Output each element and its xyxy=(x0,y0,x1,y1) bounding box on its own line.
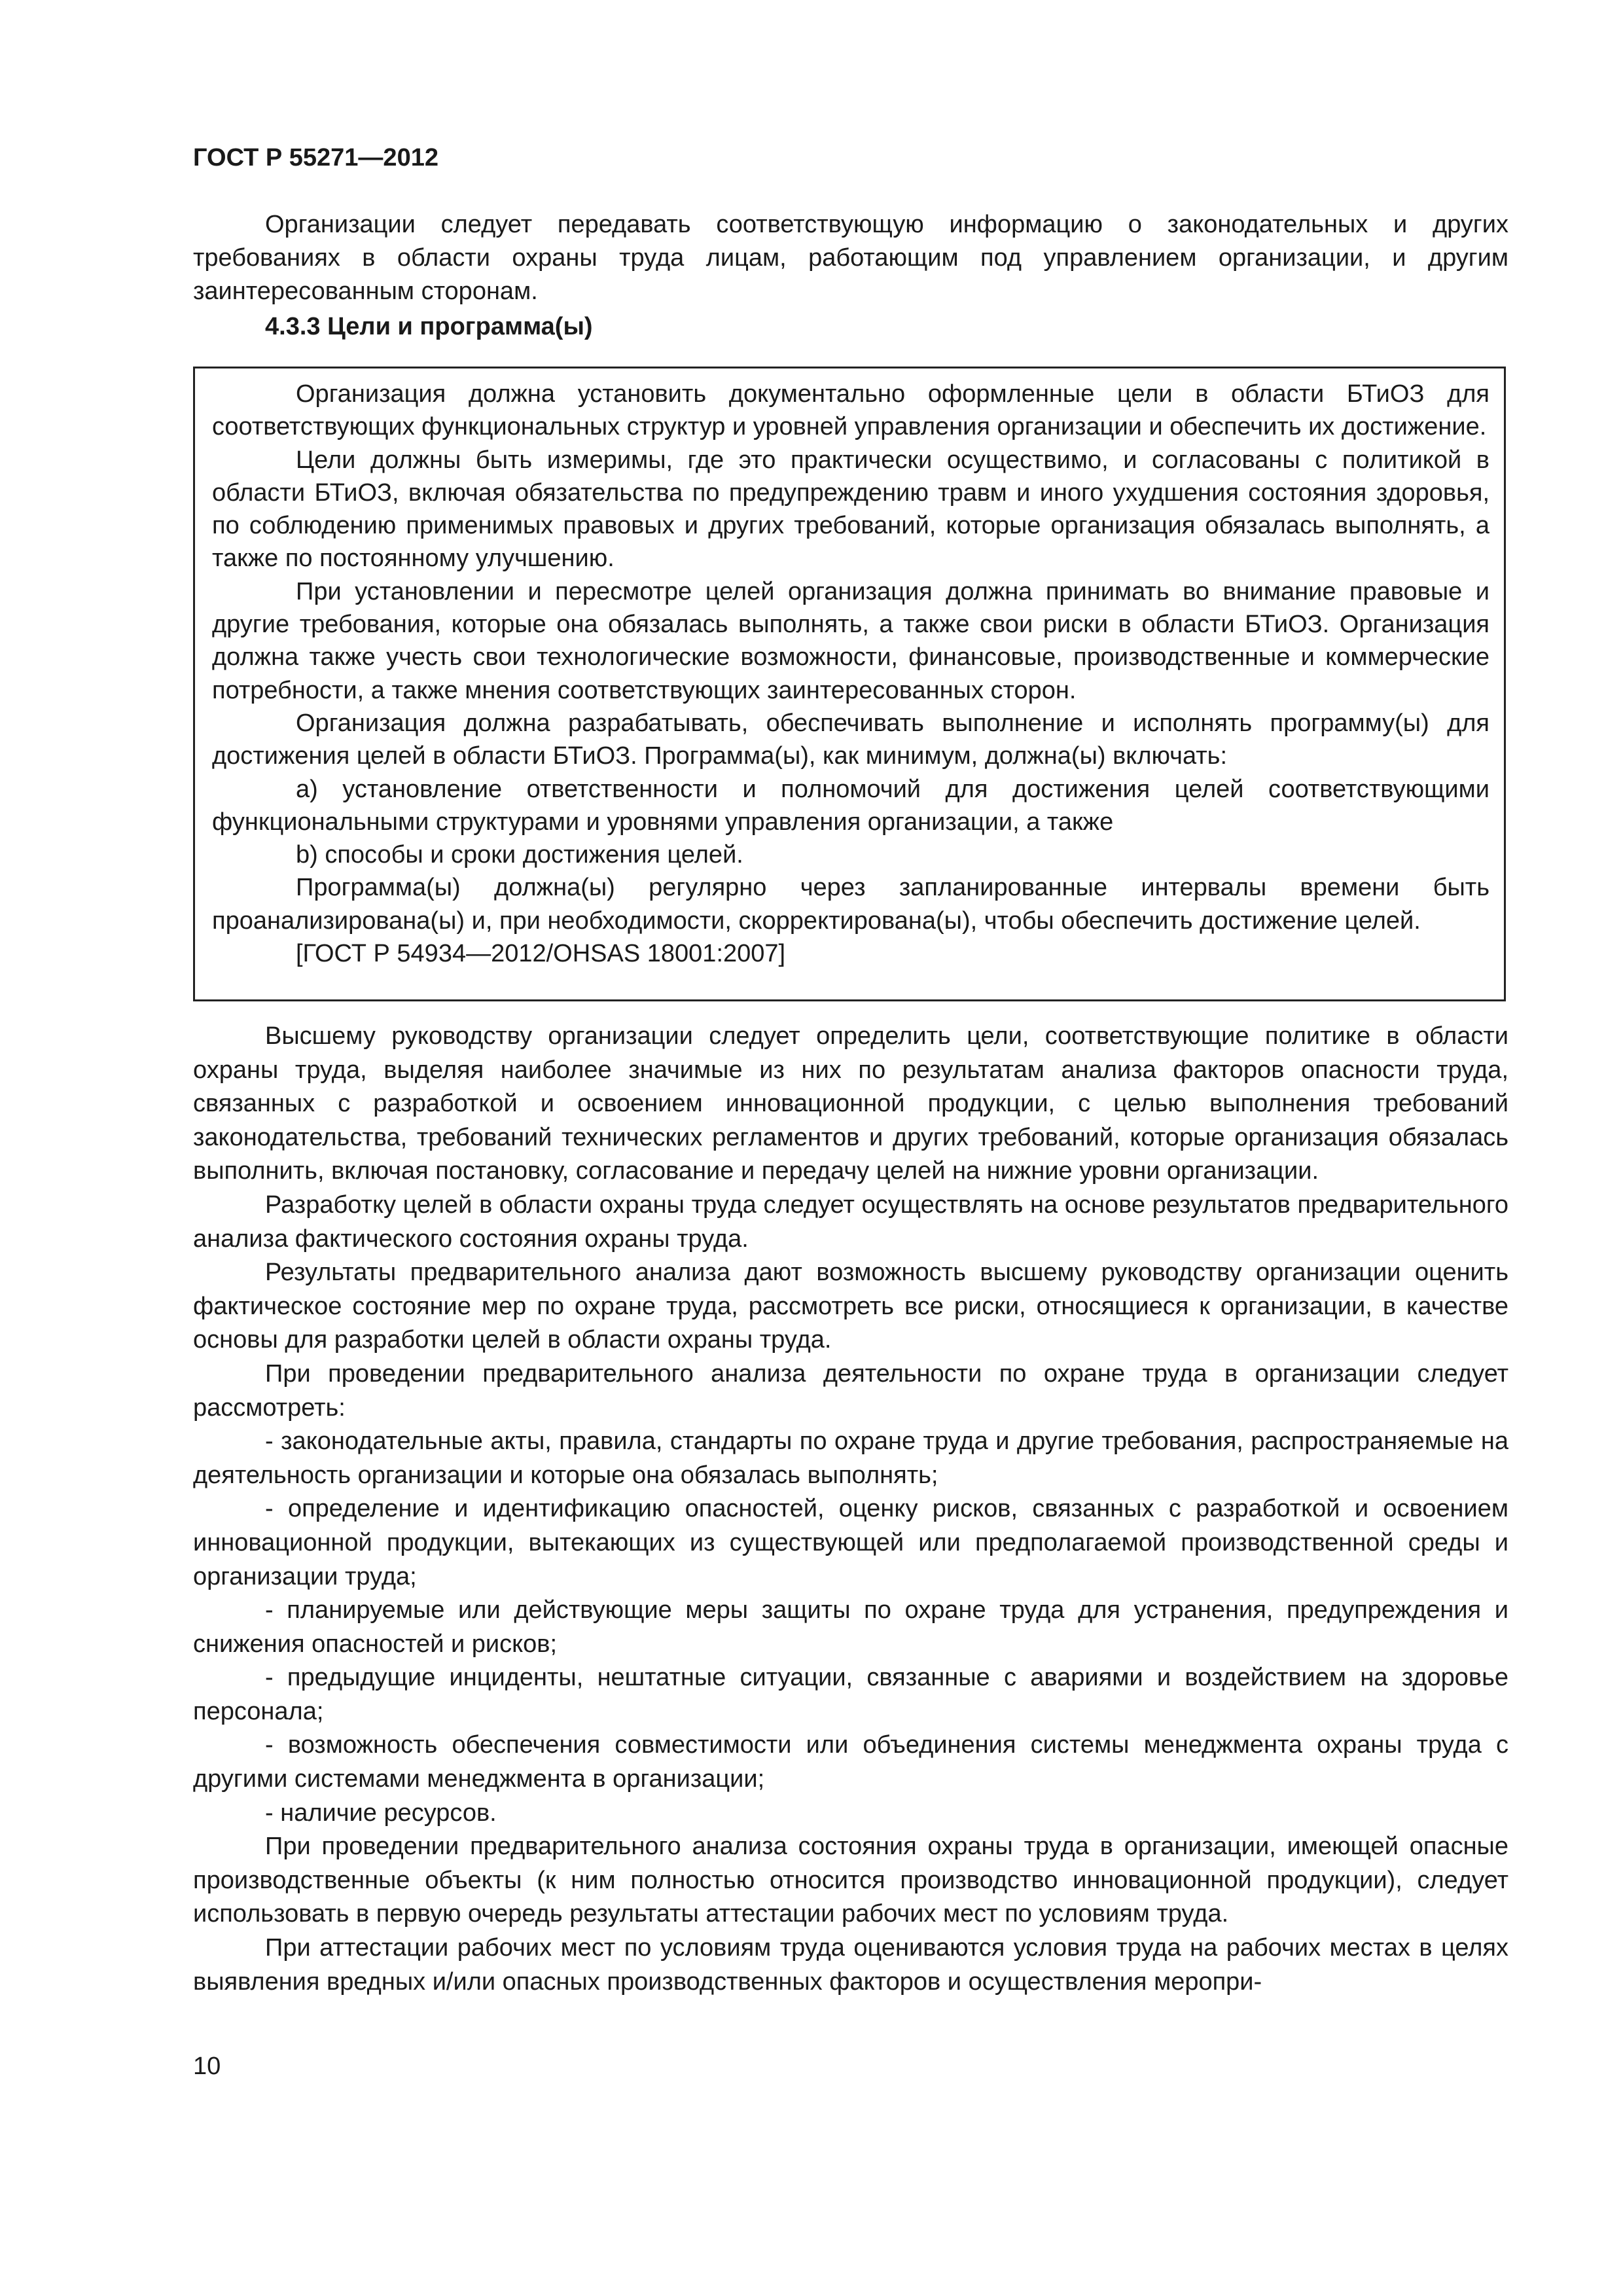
body-paragraph: Результаты предварительного анализа дают возможность высшему руководству организации оценить фактическое состояние мер по охране труда, рассмотреть все риски, относящиеся к организации, в качестве основы для разработки целей в области охраны труда. xyxy=(193,1259,1508,1354)
quoted-requirement-box xyxy=(193,367,1506,1001)
list-item: - планируемые или действующие меры защиты по охране труда для устранения, предупреждения и снижения опасностей и рисков; xyxy=(193,1596,1508,1658)
quote-paragraph: Цели должны быть измеримы, где это практически осуществимо, и согласованы с политикой в области БТиОЗ, включая обязательства по предупреждению травм и иного ухудшения состояния здоровья, по соблюдению применимых правовых и других требований, которые организация обязалась выполнять, а также по постоянному улучшению. xyxy=(212,446,1489,573)
quote-paragraph: Программа(ы) должна(ы) регулярно через запланированные интервалы времени быть проанализирована(ы) и, при необходимости, скорректирована(ы), чтобы обеспечить достижение целей. xyxy=(212,874,1489,935)
main-body xyxy=(193,1020,1508,1999)
body-paragraph: Высшему руководству организации следует определить цели, соответствующие политике в области охраны труда, выделяя наиболее значимые из них по результатам анализа факторов опасности труда, связанных с разработкой и освоением инновационной продукции, с целью выполнения требований законодательства, требований технических регламентов и других требований, которые организация обязалась выполнить, включая постановку, согласование и передачу целей на нижние уровни организации. xyxy=(193,1022,1508,1185)
quote-list-item: a) установление ответственности и полномочий для достижения целей соответствующими функциональными структурами и уровнями управления организации, а также xyxy=(212,775,1489,836)
body-paragraph: При проведении предварительного анализа деятельности по охране труда в организации следует рассмотреть: xyxy=(193,1359,1508,1422)
list-item: - законодательные акты, правила, стандарты по охране труда и другие требования, распространяемые на деятельность организации и которые она обязалась выполнять; xyxy=(193,1427,1508,1489)
document-code-header: ГОСТ Р 55271—2012 xyxy=(193,144,438,171)
page-number: 10 xyxy=(193,2053,221,2080)
quote-source-reference: [ГОСТ Р 54934—2012/OHSAS 18001:2007] xyxy=(296,940,786,968)
section-title: 4.3.3 Цели и программа(ы) xyxy=(265,313,593,340)
quote-paragraph: При установлении и пересмотре целей организация должна принимать во внимание правовые и другие требования, которые она обязалась выполнять, а также свои риски в области БТиОЗ. Организация должна также учесть свои технологические возможности, финансовые, производственные и коммерческие потребности, а также мнения соответствующих заинтересованных сторон. xyxy=(212,577,1489,704)
list-item: - наличие ресурсов. xyxy=(265,1799,497,1827)
quote-list-item: b) способы и сроки достижения целей. xyxy=(296,841,743,869)
quoted-requirement-text xyxy=(212,378,1489,970)
list-item: - определение и идентификацию опасностей, оценку рисков, связанных с разработкой и освоением инновационной продукции, вытекающих из существующей или предполагаемой производственной среды и организации труда; xyxy=(193,1495,1508,1590)
body-paragraph: При проведении предварительного анализа состояния охраны труда в организации, имеющей опасные производственные объекты (к ним полностью относится производство инновационной продукции), следует использовать в первую очередь результаты аттестации рабочих мест по условиям труда. xyxy=(193,1833,1508,1928)
intro-paragraph: Организации следует передавать соответствующую информацию о законодательных и других требованиях в области охраны труда лицам, работающим под управлением организации, и другим заинтересованным сторонам. xyxy=(193,211,1508,305)
intro-section xyxy=(193,208,1508,308)
quote-paragraph: Организация должна установить документально оформленные цели в области БТиОЗ для соответствующих функциональных структур и уровней управления организации и обеспечить их достижение. xyxy=(212,380,1489,441)
body-paragraph: Разработку целей в области охраны труда следует осуществлять на основе результатов предварительного анализа фактического состояния охраны труда. xyxy=(193,1191,1508,1253)
list-item: - возможность обеспечения совместимости или объединения системы менеджмента охраны труда с другими системами менеджмента в организации; xyxy=(193,1731,1508,1793)
quote-paragraph: Организация должна разрабатывать, обеспечивать выполнение и исполнять программу(ы) для достижения целей в области БТиОЗ. Программа(ы), как минимум, должна(ы) включать: xyxy=(212,709,1489,770)
body-paragraph: При аттестации рабочих мест по условиям труда оцениваются условия труда на рабочих местах в целях выявления вредных и/или опасных производственных факторов и осуществления меропри- xyxy=(193,1934,1508,1996)
list-item: - предыдущие инциденты, нештатные ситуации, связанные с авариями и воздействием на здоровье персонала; xyxy=(193,1664,1508,1725)
